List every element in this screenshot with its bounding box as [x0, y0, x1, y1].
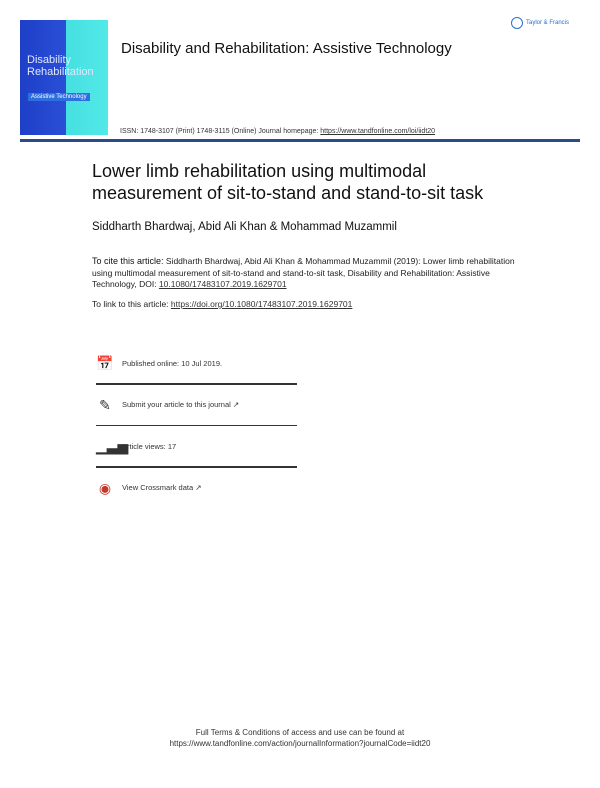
divider	[96, 425, 297, 427]
journal-homepage-link[interactable]: https://www.tandfonline.com/loi/iidt20	[320, 128, 436, 135]
cover-title: Disability	[27, 54, 72, 66]
footer	[0, 727, 600, 749]
article-title: Lower limb rehabilitation using multimodal measurement of sit-to-stand and stand-to-sit task	[92, 161, 484, 203]
article-views-item	[96, 428, 297, 464]
divider	[96, 466, 297, 468]
cite-label: To cite this article:	[92, 256, 164, 266]
cover-subtitle: Assistive Technology	[28, 93, 90, 101]
article-doi-link[interactable]: https://doi.org/10.1080/17483107.2019.1629701	[170, 299, 353, 309]
published-online-item	[96, 345, 297, 381]
citation	[92, 256, 522, 291]
crossmark-icon: ◉	[98, 479, 112, 496]
submit-article-link[interactable]	[96, 387, 297, 423]
edit-icon: ✎	[99, 396, 111, 413]
item-label: Submit your article to this journal ↗	[122, 400, 240, 409]
footer-terms-text: Full Terms & Conditions of access and use can be found at	[195, 728, 405, 737]
taylor-francis-logo-icon	[511, 17, 523, 29]
item-label: Article views: 17	[122, 441, 177, 451]
issn-text: ISSN: 1748-3107 (Print) 1748-3115 (Online) Journal homepage:	[120, 128, 321, 135]
cover-title-2: Rehabilitation	[27, 66, 94, 78]
bar-chart-icon: ▁▃▅	[96, 438, 129, 454]
header-divider	[20, 139, 580, 142]
publisher-logo	[511, 17, 569, 29]
publisher-name: Taylor & Francis	[526, 20, 570, 26]
article-authors: Siddharth Bhardwaj, Abid Ali Khan & Mohammad Muzammil	[92, 221, 397, 233]
calendar-icon: 📅	[96, 355, 114, 371]
cite-text: Siddharth Bhardwaj, Abid Ali Khan & Mohammad Muzammil (2019): Lower limb rehabilitation using multimodal measurement of sit-to-stand and stand-to-sit task, Disability and Rehabilitation: Assistive Technology, DOI:	[92, 256, 515, 289]
link-label: To link to this article:	[92, 299, 171, 309]
journal-cover-image	[20, 20, 108, 135]
article-link-line	[92, 299, 352, 309]
item-label: Published online: 10 Jul 2019.	[122, 358, 223, 368]
doi-link[interactable]: 10.1080/17483107.2019.1629701	[158, 279, 287, 289]
article-info-list	[96, 345, 297, 506]
item-label: View Crossmark data ↗	[122, 483, 202, 492]
journal-title: Disability and Rehabilitation: Assistive Technology	[121, 40, 452, 57]
issn-line	[120, 128, 435, 135]
crossmark-link[interactable]	[96, 470, 297, 506]
footer-terms-link[interactable]: https://www.tandfonline.com/action/journalInformation?journalCode=iidt20	[169, 739, 431, 748]
divider	[96, 383, 297, 385]
